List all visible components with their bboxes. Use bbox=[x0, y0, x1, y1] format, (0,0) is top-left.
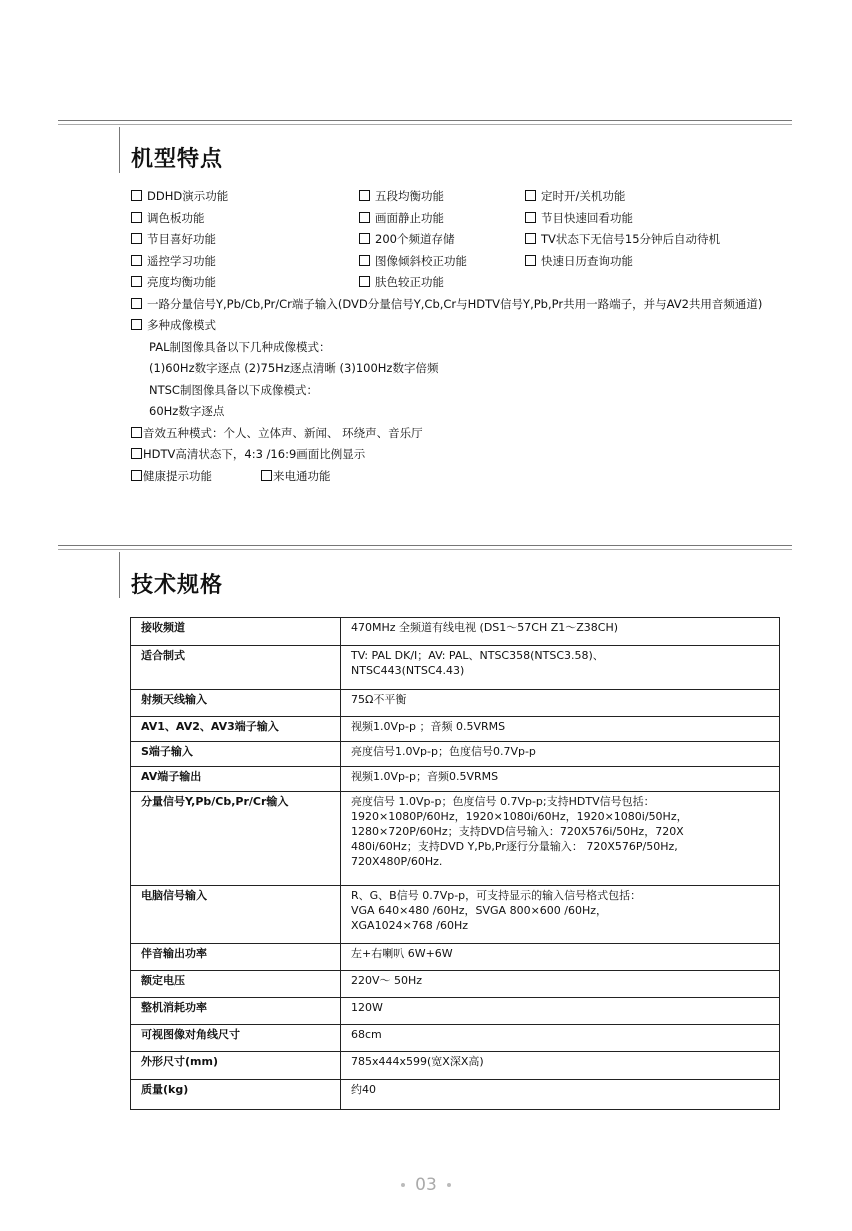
feature-item: DDHD演示功能 bbox=[147, 189, 229, 203]
checkbox-icon bbox=[359, 276, 370, 287]
feature-row bbox=[131, 272, 791, 294]
table-row bbox=[131, 767, 780, 792]
feature-item: 五段均衡功能 bbox=[375, 189, 444, 203]
spec-value: TV: PAL DK/I；AV: PAL、NTSC358(NTSC3.58)、 NTSC443(NTSC4.43) bbox=[341, 646, 780, 690]
spec-table bbox=[130, 617, 780, 1110]
section1-title: 机型特点 bbox=[131, 147, 224, 172]
sound-modes-line bbox=[131, 423, 791, 445]
section1-vbar bbox=[119, 127, 120, 173]
checkbox-icon bbox=[525, 190, 536, 201]
spec-value: 亮度信号 1.0Vp-p；色度信号 0.7Vp-p;支持HDTV信号包括： 1920×1080P/60Hz，1920×1080i/60Hz，1920×1080i/50Hz， 1280×720P/60Hz；支持DVD信号输入：720X576i/50Hz，720X 480i/60Hz；支持DVD Y,Pb,Pr逐行分量输入： 720X576P/50Hz, 720X480P/60Hz. bbox=[341, 792, 780, 886]
feature-item: 遥控学习功能 bbox=[147, 253, 216, 268]
checkbox-icon bbox=[131, 427, 142, 438]
table-row bbox=[131, 742, 780, 767]
checkbox-icon bbox=[525, 233, 536, 244]
section1-rule bbox=[58, 120, 792, 125]
table-row bbox=[131, 646, 780, 690]
checkbox-icon bbox=[359, 255, 370, 266]
checkbox-icon bbox=[131, 233, 142, 244]
checkbox-icon bbox=[359, 212, 370, 223]
spec-value: 120W bbox=[341, 998, 780, 1025]
feature-row bbox=[131, 229, 791, 251]
table-row bbox=[131, 1025, 780, 1052]
spec-value: R、G、B信号 0.7Vp-p，可支持显示的输入信号格式包括： VGA 640×480 /60Hz，SVGA 800×600 /60Hz， XGA1024×768 /60Hz bbox=[341, 886, 780, 944]
checkbox-icon bbox=[525, 255, 536, 266]
spec-value: 785x444x599(宽X深X高) bbox=[341, 1052, 780, 1080]
checkbox-icon bbox=[131, 319, 142, 330]
hdtv-ratio: HDTV高清状态下，4:3 /16:9画面比例显示 bbox=[143, 447, 366, 461]
checkbox-icon bbox=[131, 448, 142, 459]
spec-key: 质量(kg) bbox=[131, 1080, 341, 1110]
hdtv-ratio-line bbox=[131, 444, 791, 466]
feature-item: 200个频道存储 bbox=[375, 232, 455, 246]
spec-value: 左+右喇叭 6W+6W bbox=[341, 944, 780, 971]
pal-intro: PAL制图像具备以下几种成像模式： bbox=[149, 339, 331, 354]
checkbox-icon bbox=[131, 276, 142, 287]
table-row bbox=[131, 618, 780, 646]
table-row bbox=[131, 717, 780, 742]
feature-list bbox=[131, 186, 791, 487]
spec-key: 额定电压 bbox=[131, 971, 341, 998]
spec-value: 470MHz 全频道有线电视 (DS1～57CH Z1～Z38CH) bbox=[341, 618, 780, 646]
imaging-title: 多种成像模式 bbox=[147, 318, 216, 332]
spec-value: 220V～ 50Hz bbox=[341, 971, 780, 998]
spec-key: AV1、AV2、AV3端子输入 bbox=[131, 717, 341, 742]
feature-item: 定时开/关机功能 bbox=[541, 189, 626, 203]
spec-value: 视频1.0Vp-p ；音频 0.5VRMS bbox=[341, 717, 780, 742]
imaging-title-line bbox=[131, 315, 791, 337]
component-input-text: 一路分量信号Y,Pb/Cb,Pr/Cr端子输入(DVD分量信号Y,Cb,Cr与HDTV信号Y,Pb,Pr共用一路端子，并与AV2共用音频通道) bbox=[147, 296, 763, 311]
table-row bbox=[131, 690, 780, 717]
checkbox-icon bbox=[131, 255, 142, 266]
table-row bbox=[131, 971, 780, 998]
section2-title: 技术规格 bbox=[131, 573, 224, 598]
spec-key: 分量信号Y,Pb/Cb,Pr/Cr输入 bbox=[131, 792, 341, 886]
feature-item: 画面静止功能 bbox=[375, 210, 444, 225]
ntsc-intro: NTSC制图像具备以下成像模式： bbox=[149, 382, 318, 397]
spec-key: 整机消耗功率 bbox=[131, 998, 341, 1025]
feature-row bbox=[131, 251, 791, 273]
feature-item: 节目喜好功能 bbox=[147, 232, 216, 246]
feature-item: TV状态下无信号15分钟后自动待机 bbox=[541, 232, 721, 246]
section2-rule bbox=[58, 545, 792, 550]
spec-value: 约40 bbox=[341, 1080, 780, 1110]
spec-key: 射频天线输入 bbox=[131, 690, 341, 717]
spec-key: 适合制式 bbox=[131, 646, 341, 690]
feature-item: 调色板功能 bbox=[147, 210, 205, 225]
table-row bbox=[131, 998, 780, 1025]
checkbox-icon bbox=[131, 190, 142, 201]
spec-value: 视频1.0Vp-p；音频0.5VRMS bbox=[341, 767, 780, 792]
health-feature: 健康提示功能 bbox=[143, 468, 212, 483]
feature-item: 亮度均衡功能 bbox=[147, 275, 216, 289]
ntsc-modes: 60Hz数字逐点 bbox=[149, 404, 225, 418]
component-input-line bbox=[131, 294, 791, 316]
checkbox-icon bbox=[359, 233, 370, 244]
feature-row bbox=[131, 208, 791, 230]
pal-modes: (1)60Hz数字逐点 (2)75Hz逐点清晰 (3)100Hz数字倍频 bbox=[149, 361, 439, 375]
table-row bbox=[131, 1080, 780, 1110]
health-caller-line bbox=[131, 466, 791, 488]
spec-key: 外形尺寸(mm) bbox=[131, 1052, 341, 1080]
table-row bbox=[131, 1052, 780, 1080]
checkbox-icon bbox=[525, 212, 536, 223]
caller-feature: 来电通功能 bbox=[273, 468, 331, 483]
spec-key: AV端子输出 bbox=[131, 767, 341, 792]
table-row bbox=[131, 944, 780, 971]
spec-key: 电脑信号输入 bbox=[131, 886, 341, 944]
table-row bbox=[131, 886, 780, 944]
spec-value: 68cm bbox=[341, 1025, 780, 1052]
table-row bbox=[131, 792, 780, 886]
spec-key: 可视图像对角线尺寸 bbox=[131, 1025, 341, 1052]
checkbox-icon bbox=[359, 190, 370, 201]
checkbox-icon bbox=[131, 470, 142, 481]
checkbox-icon bbox=[131, 212, 142, 223]
spec-key: S端子输入 bbox=[131, 742, 341, 767]
checkbox-icon bbox=[131, 298, 142, 309]
spec-key: 伴音输出功率 bbox=[131, 944, 341, 971]
feature-item: 肤色较正功能 bbox=[375, 275, 444, 289]
spec-value: 亮度信号1.0Vp-p；色度信号0.7Vp-p bbox=[341, 742, 780, 767]
section2-vbar bbox=[119, 552, 120, 598]
feature-item: 节目快速回看功能 bbox=[541, 210, 633, 225]
feature-item: 图像倾斜校正功能 bbox=[375, 253, 467, 268]
feature-item: 快速日历查询功能 bbox=[541, 253, 633, 268]
spec-key: 接收频道 bbox=[131, 618, 341, 646]
spec-value: 75Ω不平衡 bbox=[341, 690, 780, 717]
dot-icon bbox=[401, 1183, 405, 1187]
checkbox-icon bbox=[261, 470, 272, 481]
dot-icon bbox=[447, 1183, 451, 1187]
page-number: 03 bbox=[0, 1175, 852, 1195]
sound-modes: 音效五种模式：个人、立体声、新闻、 环绕声、音乐厅 bbox=[143, 425, 423, 440]
feature-row bbox=[131, 186, 791, 208]
